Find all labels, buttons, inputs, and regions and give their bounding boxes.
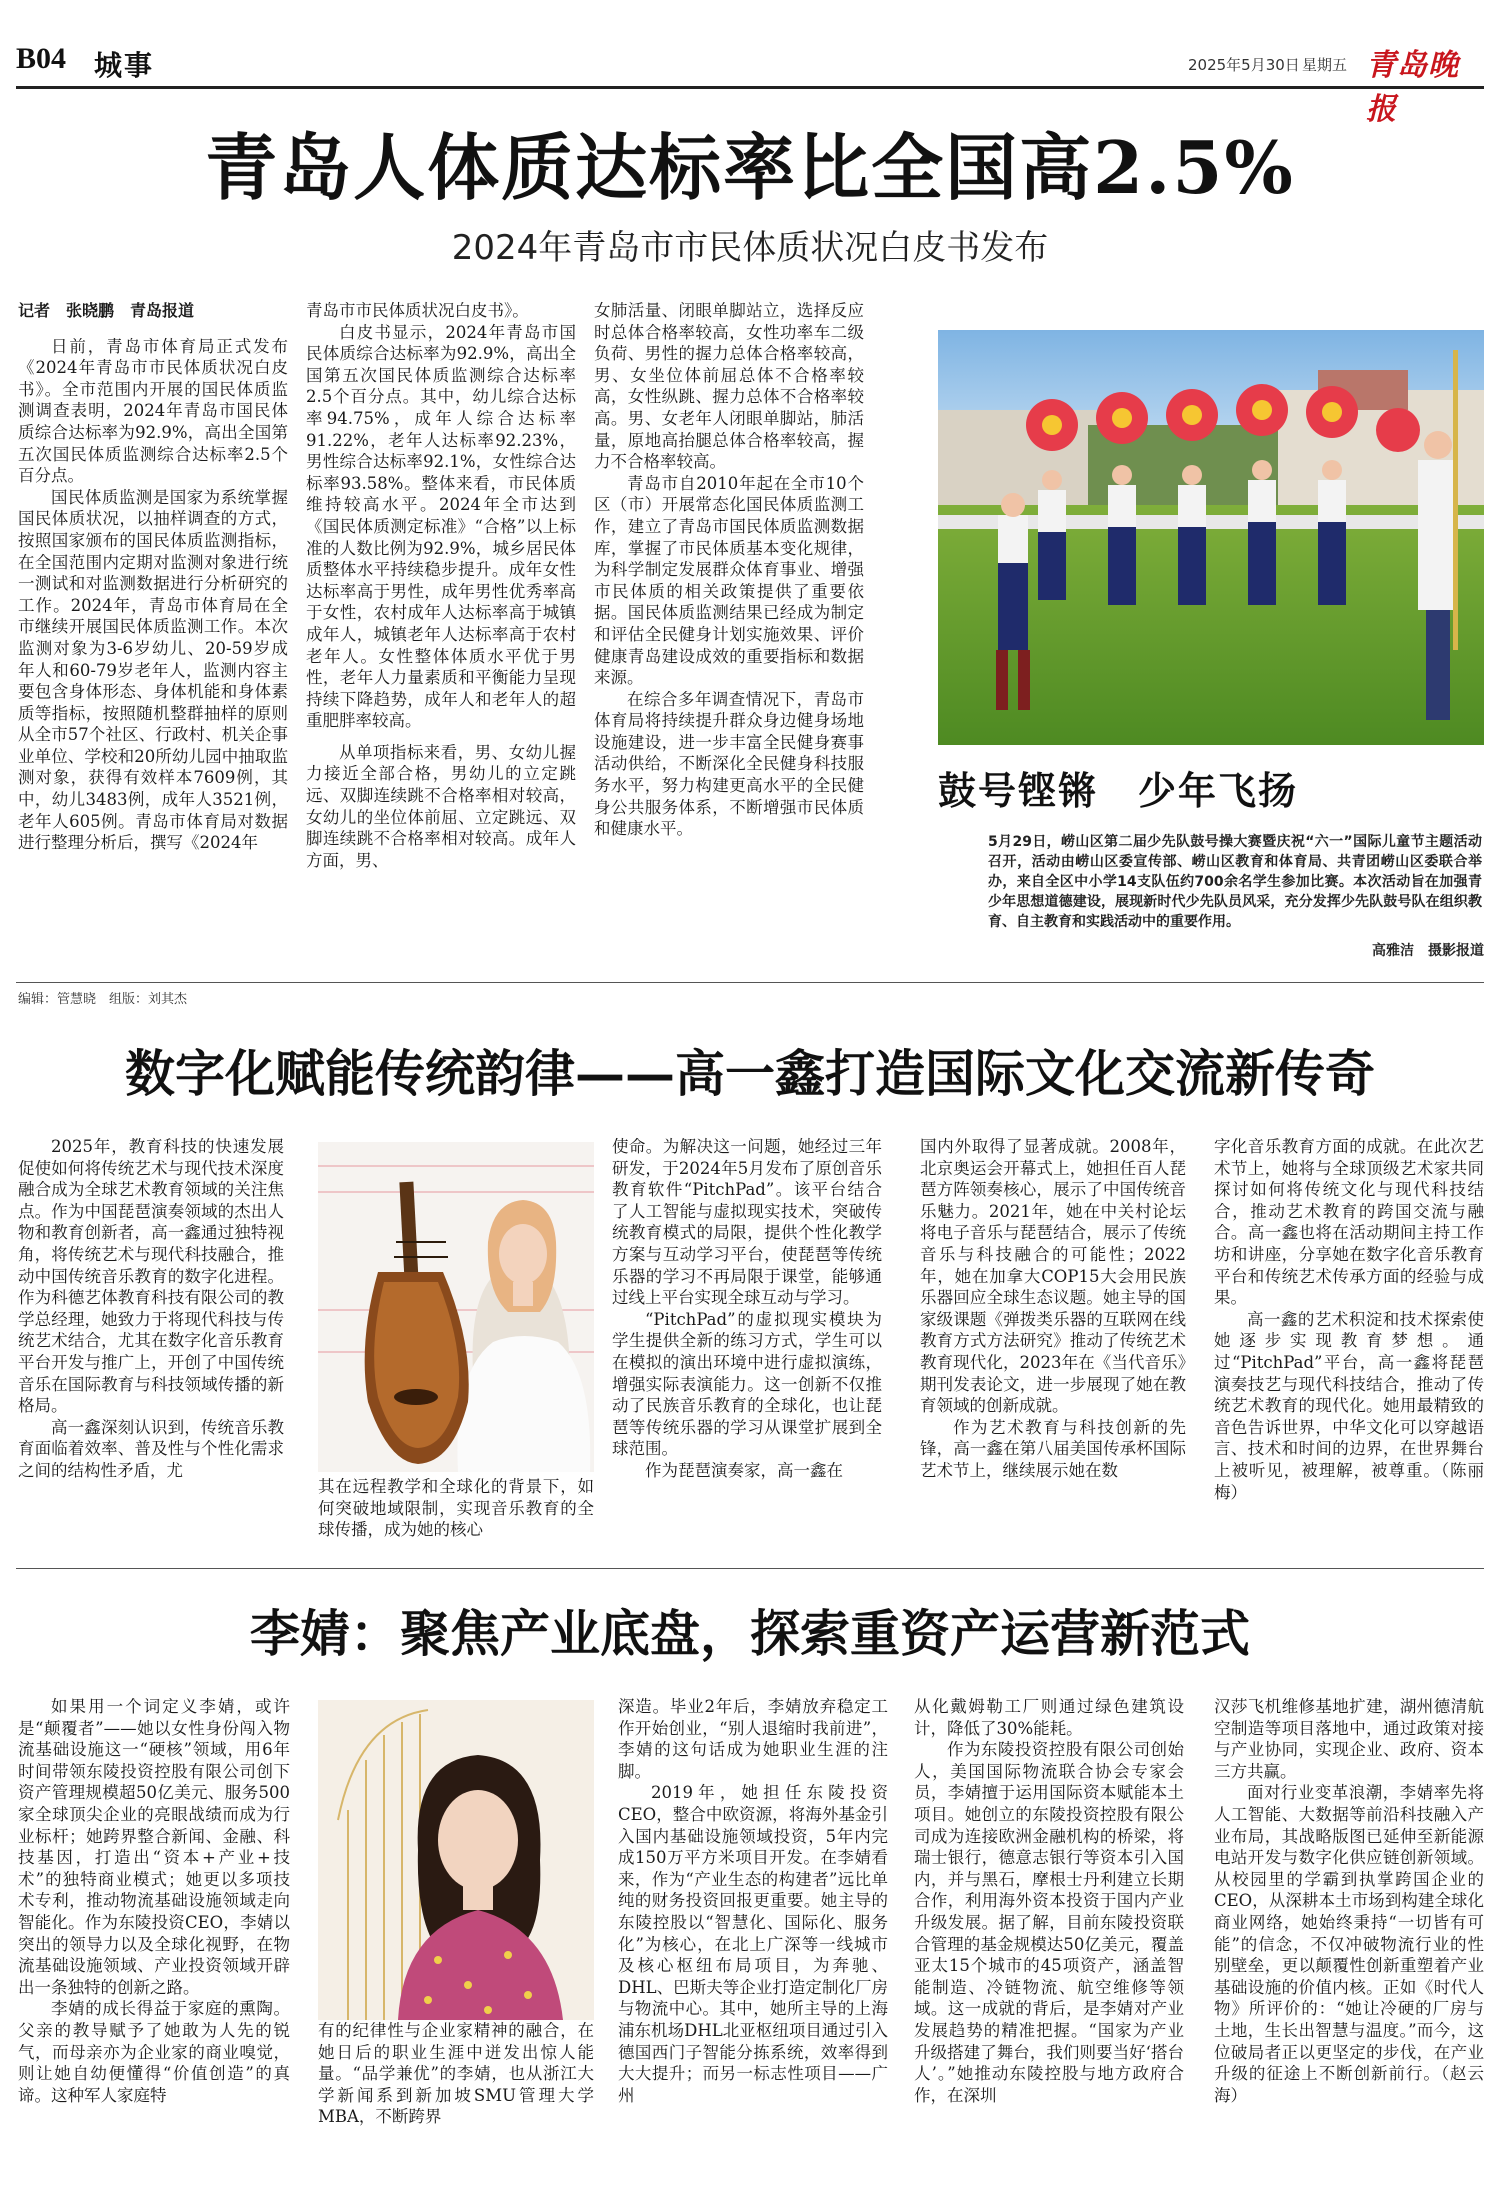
article1-bottom-rule (16, 982, 1484, 983)
article3-headline: 李婧：聚焦产业底盘，探索重资产运营新范式 (250, 1604, 1250, 1663)
paragraph: 作为东陵投资控股有限公司创始人，美国国际物流联合协会专家会员，李婧擅于运用国际资本赋能本土项目。她创立的东陵投资控股有限公司成为连接欧洲金融机构的桥梁，将瑞士银行，德意志银行等资本引入国内，并与黑石，摩根士丹利建立长期合作，利用海外资本投资于国内产业升级发展。据了解，目前东陵投资联合管理的基金规模达50亿美元，覆盖亚太15个城市的45项资产，涵盖智能制造、冷链物流、航空维修等领域。这一成就的背后，是李婧对产业发展趋势的精准把握。“国家为产业升级搭建了舞台，我们则要当好‘搭台人’。”她推动东陵控股与地方政府合作，在深圳 (914, 1740, 1184, 2105)
article1-column-2 (306, 300, 576, 940)
photo-story-caption: 5月29日，崂山区第二届少先队鼓号操大赛暨庆祝“六一”国际儿童节主题活动召开，活动由崂山区委宣传部、崂山区教育和体育局、共青团崂山区委联合举办，来自全区中小学14支队伍约700余名学生参加比赛。本次活动旨在加强青少年思想道德建设，展现新时代少先队员风采，充分发挥少先队鼓号队在组织教育、自主教育和实践活动中的重要作用。 (988, 834, 1482, 930)
article1-column-3 (594, 300, 864, 940)
article2-column-1 (18, 1136, 284, 1556)
article1-headline: 青岛人体质达标率比全国高2.5% (205, 125, 1295, 210)
paragraph: 从化戴姆勒工厂则通过绿色建筑设计，降低了30%能耗。 (914, 1697, 1184, 1738)
article3-photo-caption: 有的纪律性与企业家精神的融合，在她日后的职业生涯中迸发出惊人能量。“品学兼优”的李婧，也从浙江大学新闻系到新加坡SMU管理大学MBA，不断跨界 (318, 2021, 594, 2127)
paragraph: 如果用一个词定义李婧，或许是“颠覆者”——她以女性身份闯入物流基础设施这一“硬核”领域，用6年时间带领东陵投资控股有限公司创下资产管理规模超50亿美元、服务500家全球顶尖企业的亮眼战绩而成为行业标杆；她跨界整合新闻、金融、科技基因，打造出“资本+产业+技术”的独特商业模式；她更以多项技术专利，推动物流基础设施领域走向智能化。作为东陵投资CEO，李婧以突出的领导力以及全球化视野，在物流基础设施领域、产业投资领域开辟出一条独特的创新之路。 (18, 1697, 290, 1997)
paragraph: 2019年，她担任东陵投资CEO，整合中欧资源，将海外基金引入国内基础设施领域投资，5年内完成150万平方米项目开发。在李婧看来，作为“产业生态的构建者”远比单纯的财务投资回报更重要。她主导的东陵控股以“智慧化、国际化、服务化”为核心，在北上广深等一线城市及核心枢纽布局项目，为奔驰、DHL、巴斯夫等企业打造定制化厂房与物流中心。其中，她所主导的上海浦东机场DHL北亚枢纽项目通过引入德国西门子智能分拣系统，效率得到大大提升；而另一标志性项目——广州 (618, 1783, 888, 2105)
photo-story-headline: 鼓号铿锵 少年飞扬 (938, 768, 1299, 813)
drum-parade-illustration (938, 330, 1484, 745)
portrait-photo (318, 1700, 594, 2020)
article2-photo-caption: 其在远程教学和全球化的背景下，如何突破地域限制，实现音乐教育的全球传播，成为她的核心 (318, 1477, 594, 1540)
portrait-illustration (318, 1700, 594, 2020)
issue-weekday: 星期五 (1302, 56, 1348, 74)
drum-parade-photo (938, 330, 1484, 745)
article2-column-3 (920, 1136, 1186, 1556)
photo-story-credit: 高雅洁 摄影报道 (1372, 943, 1484, 959)
paragraph: 深造。毕业2年后，李婧放弃稳定工作开始创业，“别人退缩时我前进”，李婧的这句话成为她职业生涯的注脚。 (618, 1697, 888, 1781)
paragraph: “PitchPad”的虚拟现实模块为学生提供全新的练习方式，学生可以在模拟的演出环境中进行虚拟演练，增强实际表演能力。这一创新不仅推动了民族音乐教育的全球化，也让琵琶等传统乐器的学习从课堂扩展到全球范围。 (612, 1309, 882, 1459)
paragraph: 李婧的成长得益于家庭的熏陶。父亲的教导赋予了她敢为人先的锐气，而母亲亦为企业家的商业嗅觉，则让她自幼便懂得“价值创造”的真谛。这种军人家庭特 (18, 1999, 290, 2105)
article3-column-3 (914, 1696, 1184, 2176)
paragraph: 白皮书显示，2024年青岛市国民体质综合达标率为92.9%，高出全国第五次国民体质监测综合达标率2.5个百分点。其中，幼儿综合达标率94.75%，成年人综合达标率91.22%，老年人达标率92.23%，男性综合达标率92.1%，女性综合达标率93.58%。整体来看，市民体质维持较高水平。2024年全市达到《国民体质测定标准》“合格”以上标准的人数比例为92.9%，城乡居民体质整体水平持续稳步提升。成年女性达标率高于男性，成年男性优秀率高于女性，农村成年人达标率高于城镇成年人，城镇老年人达标率高于农村老年人。女性整体体质水平优于男性，老年人力量素质和平衡能力呈现持续下降趋势，成年人和老年人的超重肥胖率较高。 (306, 322, 576, 731)
issue-date: 2025年5月30日 (1188, 56, 1300, 74)
section-name: 城事 (94, 49, 155, 82)
header-rule (16, 86, 1484, 89)
article1-byline: 记者 张晓鹏 青岛报道 (18, 301, 195, 320)
pipa-player-photo (318, 1142, 594, 1472)
paragraph: 使命。为解决这一问题，她经过三年研发，于2024年5月发布了原创音乐教育软件“PitchPad”。该平台结合了人工智能与虚拟现实技术，突破传统教育模式的局限，提供个性化教学方案与互动学习平台，使琵琶等传统乐器的学习不再局限于课堂，能够通过线上平台实现全球互动与学习。 (612, 1137, 882, 1308)
paragraph: 面对行业变革浪潮，李婧率先将人工智能、大数据等前沿科技融入产业布局，其战略版图已延伸至新能源电站开发与数字化供应链创新领域。从校园里的学霸到执掌跨国企业的CEO，从深耕本土市场到构建全球化商业网络，她始终秉持“一切皆有可能”的信念，不仅冲破物流行业的性别壁垒，更以颠覆性创新重塑着产业基础设施的价值内核。正如《时代人物》所评价的：“她让冷硬的厂房与土地，生长出智慧与温度。”而今，这位破局者正以更坚定的步伐，在产业升级的征途上不断创新前行。（赵云海） (1214, 1783, 1484, 2105)
paragraph: 女肺活量、闭眼单脚站立，选择反应时总体合格率较高，女性功率车二级负荷、男性的握力总体合格率较高，男、女坐位体前屈总体不合格率较高，女性纵跳、握力总体不合格率较高。男、女老年人闭眼单脚站，肺活量，原地高抬腿总体合格率较高，握力不合格率较高。 (594, 301, 864, 472)
paragraph: 青岛市自2010年起在全市10个区（市）开展常态化国民体质监测工作，建立了青岛市国民体质监测数据库，掌握了市民体质基本变化规律，为科学制定发展群众体育事业、增强市民体质的相关政策提供了重要依据。国民体质监测结果已经成为制定和评估全民健身计划实施效果、评价健康青岛建设成效的重要指标和数据来源。 (594, 473, 864, 688)
editor-line: 编辑：管慧晓 组版：刘其杰 (18, 992, 188, 1007)
paragraph: 国内外取得了显著成就。2008年，北京奥运会开幕式上，她担任百人琵琶方阵领奏核心，展示了中国传统音乐魅力。2021年，她在中关村论坛将电子音乐与琵琶结合，展示了传统音乐与科技融合的可能性；2022年，她在加拿大COP15大会用民族乐器回应全球生态议题。她主导的国家级课题《弹拨类乐器的互联网在线教育方式方法研究》推动了传统艺术教育现代化，2023年在《当代音乐》期刊发表论文，进一步展现了她在教育领域的创新成就。 (920, 1137, 1186, 1416)
paragraph: 在综合多年调查情况下，青岛市体育局将持续提升群众身边健身场地设施建设，进一步丰富全民健身赛事活动供给，不断深化全民健身科技服务水平，努力构建更高水平的全民健身公共服务体系，不断增强市民体质和健康水平。 (594, 689, 864, 839)
paragraph: 国民体质监测是国家为系统掌握国民体质状况，以抽样调查的方式，按照国家颁布的国民体质监测指标，在全国范围内定期对监测对象进行统一测试和对监测数据进行分析研究的工作。2024年，青岛市体育局在全市继续开展国民体质监测工作。本次监测对象为3-6岁幼儿、20-59岁成年人和60-79岁老年人，监测内容主要包含身体形态、身体机能和身体素质等指标，按照随机整群抽样的原则从全市57个社区、行政村、机关企事业单位、学校和20所幼儿园中抽取监测对象，获得有效样本7609例，其中，幼儿3483例，成年人3521例，老年人605例。青岛市体育局对数据进行整理分析后，撰写《2024年 (18, 487, 288, 853)
paragraph: 日前，青岛市体育局正式发布《2024年青岛市市民体质状况白皮书》。全市范围内开展的国民体质监测调查表明，2024年青岛市国民体质综合达标率为92.9%，高出全国第五次国民体质监测综合达标率2.5个百分点。 (18, 336, 288, 486)
paragraph: 汉莎飞机维修基地扩建，湖州德清航空制造等项目落地中，通过政策对接与产业协同，实现企业、政府、资本三方共赢。 (1214, 1697, 1484, 1781)
paragraph: 青岛市市民体质状况白皮书》。 (306, 301, 529, 320)
page-code: B04 (16, 42, 67, 75)
paragraph: 2025年，教育科技的快速发展促使如何将传统艺术与现代技术深度融合成为全球艺术教育领域的关注焦点。作为中国琵琶演奏领域的杰出人物和教育创新者，高一鑫通过独特视角，将传统艺术与现代科技融合，推动中国传统音乐教育的数字化进程。作为科德艺体教育科技有限公司的教学总经理，她致力于将现代科技与传统艺术结合，尤其在数字化音乐教育平台开发与推广上，开创了中国传统音乐在国际教育与科技领域传播的新格局。 (18, 1137, 284, 1416)
article2-column-4 (1214, 1136, 1484, 1556)
article3-column-1 (18, 1696, 290, 2176)
article1-subhead: 2024年青岛市市民体质状况白皮书发布 (451, 228, 1049, 268)
article1-column-1 (18, 300, 288, 940)
paragraph: 高一鑫深刻认识到，传统音乐教育面临着效率、普及性与个性化需求之间的结构性矛盾，尤 (18, 1417, 284, 1480)
article2-bottom-rule (16, 1568, 1484, 1569)
paragraph: 字化音乐教育方面的成就。在此次艺术节上，她将与全球顶级艺术家共同探讨如何将传统文化与现代科技结合，推动艺术教育的跨国交流与融合。高一鑫也将在活动期间主持工作坊和讲座，分享她在数字化音乐教育平台和传统艺术传承方面的经验与成果。 (1214, 1137, 1484, 1308)
paragraph: 作为琵琶演奏家，高一鑫在 (645, 1460, 843, 1480)
article3-column-4 (1214, 1696, 1484, 2176)
article3-column-2 (618, 1696, 888, 2176)
paragraph: 从单项指标来看，男、女幼儿握力接近全部合格，男幼儿的立定跳远、双脚连续跳不合格率相对较高，女幼儿的坐位体前屈、立定跳远、双脚连续跳不合格率相对较高。成年人方面，男、 (306, 742, 576, 870)
article2-column-2 (612, 1136, 882, 1556)
article2-headline: 数字化赋能传统韵律——高一鑫打造国际文化交流新传奇 (125, 1044, 1375, 1103)
page-header (16, 36, 1484, 127)
pipa-player-illustration (318, 1142, 594, 1472)
masthead-logo: 青岛晚报 (1366, 48, 1459, 127)
paragraph: 高一鑫的艺术积淀和技术探索使她逐步实现教育梦想。通过“PitchPad”平台，高一鑫将琵琶演奏技艺与现代科技结合，推动了传统艺术教育的现代化。她用最精致的音色告诉世界，中华文化可以穿越语言、技术和时间的边界，在世界舞台上被听见，被理解，被尊重。（陈丽梅） (1214, 1309, 1484, 1502)
paragraph: 作为艺术教育与科技创新的先锋，高一鑫在第八届美国传承杯国际艺术节上，继续展示她在数 (920, 1417, 1186, 1480)
